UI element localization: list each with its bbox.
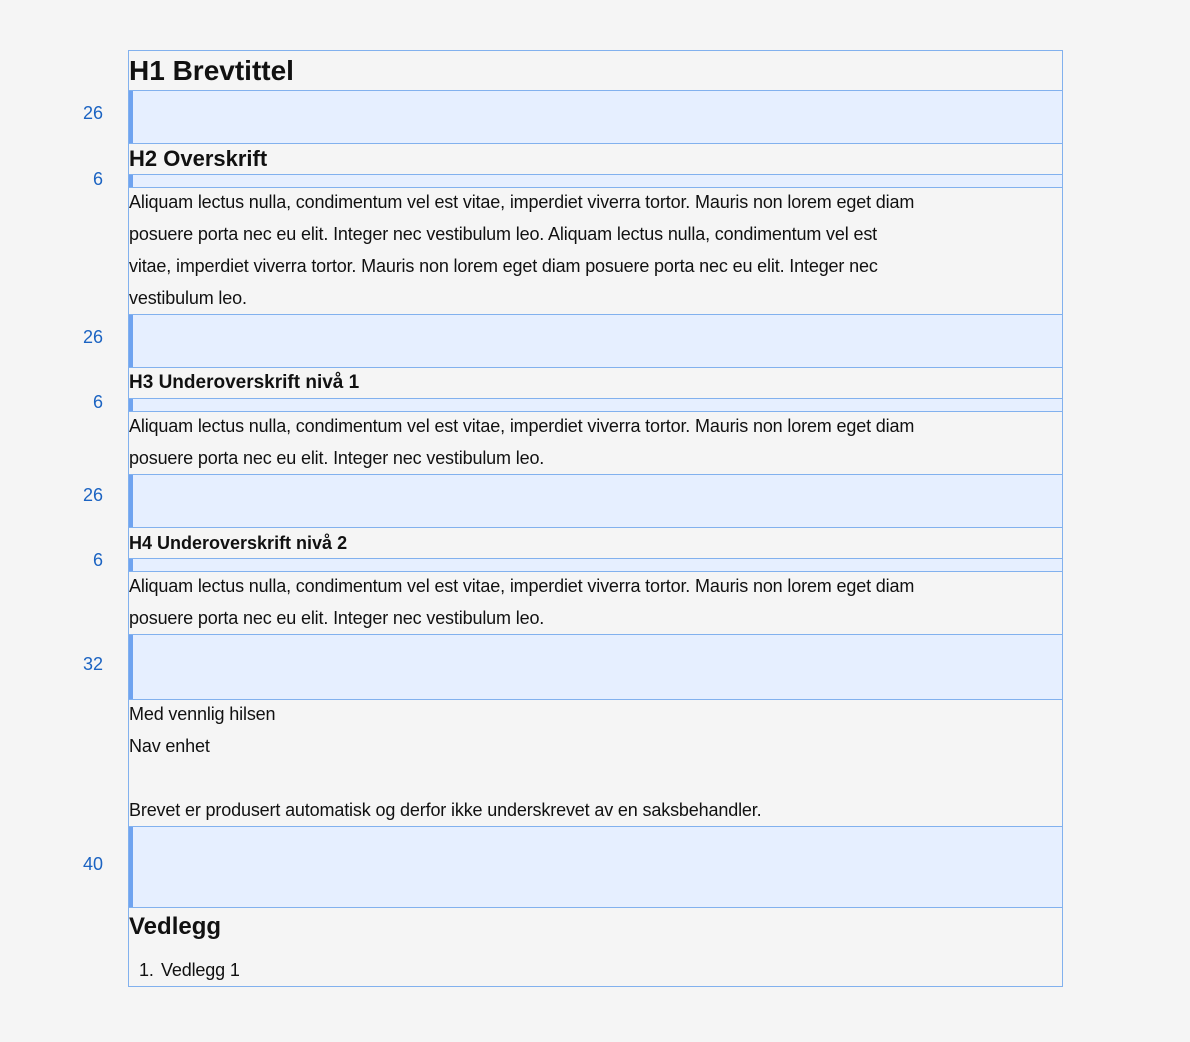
heading-h2: H2 Overskrift — [129, 146, 268, 171]
spacer-32 — [129, 634, 1062, 700]
spacing-label: 26 — [82, 485, 103, 505]
spacing-label: 6 — [92, 550, 103, 570]
paragraph-line: posuere porta nec eu elit. Integer nec vestibulum leo. — [129, 448, 545, 468]
spacer-26 — [129, 90, 1062, 144]
paragraph-line: Aliquam lectus nulla, condimentum vel est vitae, imperdiet viverra tortor. Mauris non lorem eget diam — [129, 192, 915, 212]
paragraph-line: posuere porta nec eu elit. Integer nec vestibulum leo. — [129, 608, 545, 628]
closing — [129, 698, 1062, 826]
attachment-item — [139, 954, 1072, 986]
attachment-number: 1. — [139, 960, 154, 980]
closing-greeting: Med vennlig hilsen — [129, 704, 276, 724]
letter-preview — [128, 50, 1063, 987]
paragraph-line: Aliquam lectus nulla, condimentum vel est vitae, imperdiet viverra tortor. Mauris non lorem eget diam — [129, 576, 915, 596]
paragraph — [129, 186, 1062, 314]
paragraph — [129, 410, 1062, 474]
paragraph — [129, 570, 1062, 634]
paragraph-line: Aliquam lectus nulla, condimentum vel est vitae, imperdiet viverra tortor. Mauris non lorem eget diam — [129, 416, 915, 436]
spacing-label: 6 — [92, 392, 103, 412]
spacing-label: 6 — [92, 169, 103, 189]
heading-h1: H1 Brevtittel — [129, 55, 294, 86]
attachments-heading: Vedlegg — [129, 913, 222, 940]
attachment-label: Vedlegg 1 — [161, 960, 240, 980]
paragraph-line: vestibulum leo. — [129, 288, 247, 308]
paragraph-line: posuere porta nec eu elit. Integer nec vestibulum leo. Aliquam lectus nulla, condimentum vel est — [129, 224, 878, 244]
closing-note: Brevet er produsert automatisk og derfor ikke underskrevet av en saksbehandler. — [129, 800, 762, 820]
heading-h3: H3 Underoverskrift nivå 1 — [129, 372, 360, 393]
heading-h4: H4 Underoverskrift nivå 2 — [129, 533, 348, 553]
spacer-26 — [129, 474, 1062, 528]
spacing-label: 40 — [82, 854, 103, 874]
paragraph-line: vitae, imperdiet viverra tortor. Mauris non lorem eget diam posuere porta nec eu elit. Integer nec — [129, 256, 878, 276]
spacing-label: 32 — [82, 654, 103, 674]
spacing-label: 26 — [82, 103, 103, 123]
spacing-label: 26 — [82, 327, 103, 347]
spacer-40 — [129, 826, 1062, 908]
spacer-26 — [129, 314, 1062, 368]
closing-unit: Nav enhet — [129, 736, 210, 756]
